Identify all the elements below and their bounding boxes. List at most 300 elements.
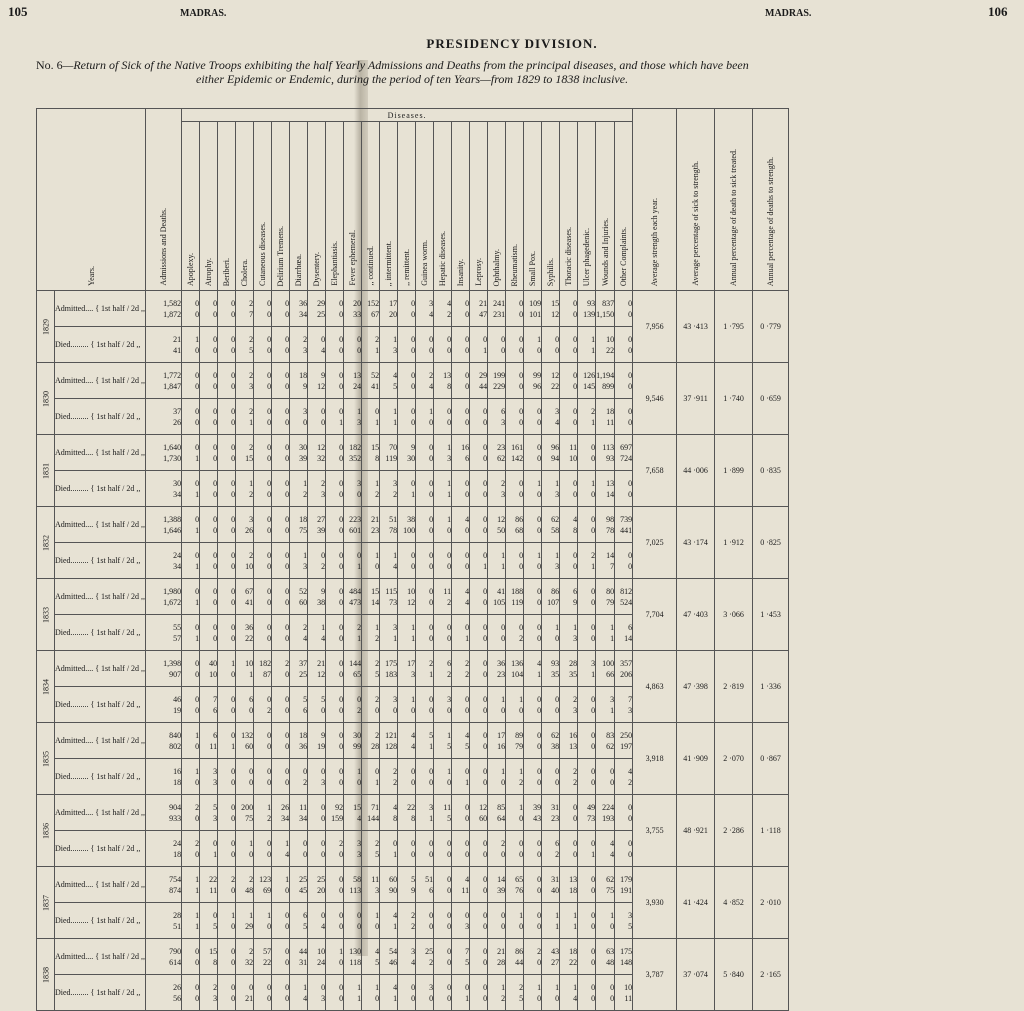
stat-cell: 47 ·398 xyxy=(677,651,715,723)
disease-value: 0 xyxy=(231,694,236,704)
disease-value: 0 xyxy=(267,561,272,571)
disease-cell xyxy=(182,939,200,975)
disease-value: 70 xyxy=(389,442,398,452)
disease-value: 0 xyxy=(483,838,488,848)
disease-value: 23 xyxy=(497,669,506,679)
disease-value: 200 xyxy=(241,802,254,812)
disease-value: 1 xyxy=(519,910,524,920)
total-value: 1,646 xyxy=(163,525,182,535)
stat-cell: 1 ·740 xyxy=(715,363,753,435)
total-value: 34 xyxy=(173,489,182,499)
disease-cell xyxy=(560,795,578,831)
stat-cell: 43 ·174 xyxy=(677,507,715,579)
disease-cell xyxy=(200,723,218,759)
disease-value: 0 xyxy=(465,489,470,499)
disease-cell xyxy=(615,759,633,795)
disease-cell xyxy=(578,615,596,651)
disease-value: 22 xyxy=(263,957,272,967)
disease-value: 4 xyxy=(321,921,326,931)
disease-cell xyxy=(560,867,578,903)
disease-cell xyxy=(488,327,506,363)
disease-value: 0 xyxy=(231,982,236,992)
disease-value: 4 xyxy=(537,658,542,668)
disease-value: 1 xyxy=(519,766,524,776)
stat-cell: 1 ·336 xyxy=(753,651,789,723)
disease-cell xyxy=(578,327,596,363)
disease-cell xyxy=(308,759,326,795)
disease-value: 1 xyxy=(555,622,560,632)
disease-value: 0 xyxy=(610,766,615,776)
disease-cell xyxy=(434,291,452,327)
disease-value: 1 xyxy=(375,910,380,920)
disease-value: 0 xyxy=(339,705,344,715)
disease-cell xyxy=(578,579,596,615)
disease-cell xyxy=(506,651,524,687)
stat-cell: 1 ·899 xyxy=(715,435,753,507)
disease-value: 62 xyxy=(606,874,615,884)
disease-value: 0 xyxy=(483,633,488,643)
disease-value: 0 xyxy=(411,838,416,848)
disease-value: 21 xyxy=(317,658,326,668)
disease-cell xyxy=(560,471,578,507)
disease-value: 27 xyxy=(317,514,326,524)
disease-value: 22 xyxy=(606,345,615,355)
disease-value: 0 xyxy=(483,921,488,931)
disease-cell xyxy=(434,543,452,579)
disease-value: 29 xyxy=(245,921,254,931)
total-value: 840 xyxy=(169,730,182,740)
stat-cell: 7,956 xyxy=(633,291,677,363)
disease-value: 26 xyxy=(245,525,254,535)
disease-value: 14 xyxy=(371,597,380,607)
col-disease-4 xyxy=(254,122,272,291)
disease-value: 3 xyxy=(249,514,254,524)
disease-value: 0 xyxy=(537,586,542,596)
disease-value: 1 xyxy=(375,417,380,427)
disease-value: 231 xyxy=(493,309,506,319)
disease-value: 62 xyxy=(551,730,560,740)
disease-value: 2 xyxy=(429,370,434,380)
disease-value: 0 xyxy=(321,406,326,416)
disease-cell xyxy=(615,831,633,867)
disease-value: 2 xyxy=(447,309,452,319)
disease-cell xyxy=(218,759,236,795)
disease-value: 86 xyxy=(515,946,524,956)
disease-value: 3 xyxy=(393,622,398,632)
year-label: 1831 xyxy=(37,435,55,507)
disease-value: 4 xyxy=(465,874,470,884)
disease-cell xyxy=(182,831,200,867)
disease-value: 3 xyxy=(465,921,470,931)
disease-cell xyxy=(380,795,398,831)
disease-value: 2 xyxy=(411,921,416,931)
disease-value: 1 xyxy=(375,550,380,560)
disease-value: 3 xyxy=(429,298,434,308)
disease-value: 0 xyxy=(213,550,218,560)
disease-value: 16 xyxy=(461,442,470,452)
disease-cell xyxy=(542,687,560,723)
disease-cell xyxy=(398,291,416,327)
disease-value: 0 xyxy=(591,741,596,751)
disease-value: 0 xyxy=(285,334,290,344)
disease-cell xyxy=(344,723,362,759)
disease-cell xyxy=(560,435,578,471)
disease-value: 0 xyxy=(628,334,633,344)
disease-value: 22 xyxy=(245,633,254,643)
disease-value: 1 xyxy=(393,993,398,1003)
total-value: 1,640 xyxy=(163,442,182,452)
disease-cell xyxy=(380,903,398,939)
col-disease-label: Cholera. xyxy=(240,258,250,286)
disease-cell xyxy=(326,435,344,471)
disease-cell xyxy=(524,543,542,579)
disease-value: 1 xyxy=(537,669,542,679)
disease-value: 0 xyxy=(231,417,236,427)
disease-value: 0 xyxy=(339,298,344,308)
disease-value: 1 xyxy=(573,910,578,920)
disease-value: 39 xyxy=(497,885,506,895)
disease-cell xyxy=(344,579,362,615)
disease-value: 30 xyxy=(353,730,362,740)
disease-value: 3 xyxy=(628,705,633,715)
disease-value: 18 xyxy=(299,514,308,524)
disease-cell xyxy=(488,723,506,759)
col-disease-15 xyxy=(452,122,470,291)
disease-cell xyxy=(542,939,560,975)
disease-cell xyxy=(615,939,633,975)
disease-value: 0 xyxy=(339,514,344,524)
disease-value: 28 xyxy=(569,658,578,668)
disease-value: 1 xyxy=(555,982,560,992)
disease-value: 4 xyxy=(465,597,470,607)
disease-value: 0 xyxy=(357,345,362,355)
disease-value: 40 xyxy=(551,885,560,895)
disease-value: 0 xyxy=(591,705,596,715)
disease-value: 148 xyxy=(620,957,633,967)
disease-value: 1 xyxy=(303,982,308,992)
disease-cell xyxy=(272,939,290,975)
disease-value: 0 xyxy=(447,550,452,560)
disease-cell xyxy=(524,327,542,363)
disease-value: 9 xyxy=(321,730,326,740)
disease-cell xyxy=(272,507,290,543)
col-disease-label: Delirium Tremens. xyxy=(276,225,286,286)
disease-cell xyxy=(452,615,470,651)
disease-value: 0 xyxy=(465,309,470,319)
disease-cell xyxy=(308,399,326,435)
row-label: Died......... { 1st half / 2d ,, xyxy=(55,687,146,723)
disease-value: 1 xyxy=(357,561,362,571)
disease-value: 0 xyxy=(483,669,488,679)
disease-value: 0 xyxy=(628,550,633,560)
disease-value: 1 xyxy=(429,741,434,751)
disease-value: 1 xyxy=(591,417,596,427)
disease-value: 0 xyxy=(555,777,560,787)
disease-value: 0 xyxy=(339,478,344,488)
disease-cell xyxy=(615,471,633,507)
disease-value: 2 xyxy=(501,993,506,1003)
disease-value: 0 xyxy=(321,550,326,560)
disease-value: 67 xyxy=(245,586,254,596)
disease-cell xyxy=(236,471,254,507)
disease-value: 1 xyxy=(501,561,506,571)
disease-cell xyxy=(236,651,254,687)
disease-value: 18 xyxy=(299,370,308,380)
disease-value: 1 xyxy=(195,921,200,931)
disease-cell xyxy=(308,579,326,615)
disease-value: 0 xyxy=(483,741,488,751)
disease-value: 19 xyxy=(317,741,326,751)
disease-cell xyxy=(326,723,344,759)
disease-value: 0 xyxy=(429,417,434,427)
disease-value: 2 xyxy=(537,946,542,956)
disease-cell xyxy=(542,903,560,939)
disease-value: 0 xyxy=(231,525,236,535)
disease-value: 21 xyxy=(371,514,380,524)
disease-value: 0 xyxy=(447,345,452,355)
disease-value: 36 xyxy=(245,622,254,632)
disease-value: 36 xyxy=(299,298,308,308)
disease-cell xyxy=(524,975,542,1011)
disease-value: 0 xyxy=(267,406,272,416)
disease-value: 8 xyxy=(411,813,416,823)
disease-cell xyxy=(182,399,200,435)
disease-cell xyxy=(236,687,254,723)
disease-cell xyxy=(254,543,272,579)
disease-value: 73 xyxy=(587,813,596,823)
disease-cell xyxy=(362,723,380,759)
disease-cell xyxy=(596,471,615,507)
disease-value: 4 xyxy=(610,838,615,848)
stat-cell: 47 ·403 xyxy=(677,579,715,651)
disease-cell xyxy=(218,435,236,471)
disease-value: 0 xyxy=(303,838,308,848)
col-stat-1 xyxy=(677,109,715,291)
disease-value: 9 xyxy=(411,442,416,452)
disease-value: 3 xyxy=(501,489,506,499)
disease-value: 0 xyxy=(501,777,506,787)
running-head-right: MADRAS. xyxy=(765,8,812,19)
disease-value: 18 xyxy=(606,406,615,416)
total-value: 1,730 xyxy=(163,453,182,463)
disease-value: 0 xyxy=(483,622,488,632)
disease-cell xyxy=(236,615,254,651)
col-years xyxy=(37,109,146,291)
disease-value: 126 xyxy=(583,370,596,380)
disease-cell xyxy=(182,363,200,399)
disease-cell xyxy=(290,723,308,759)
disease-value: 52 xyxy=(371,370,380,380)
disease-value: 83 xyxy=(606,730,615,740)
disease-value: 0 xyxy=(628,802,633,812)
disease-value: 36 xyxy=(299,741,308,751)
disease-value: 1 xyxy=(483,561,488,571)
disease-cell xyxy=(236,507,254,543)
disease-cell xyxy=(200,543,218,579)
disease-value: 0 xyxy=(339,334,344,344)
disease-cell xyxy=(362,903,380,939)
disease-cell xyxy=(344,399,362,435)
disease-cell xyxy=(452,975,470,1011)
disease-value: 0 xyxy=(375,705,380,715)
disease-value: 0 xyxy=(231,334,236,344)
disease-cell xyxy=(254,939,272,975)
disease-cell xyxy=(560,507,578,543)
disease-cell xyxy=(290,651,308,687)
disease-value: 0 xyxy=(195,741,200,751)
disease-value: 0 xyxy=(231,550,236,560)
disease-cell xyxy=(578,651,596,687)
disease-value: 1 xyxy=(231,910,236,920)
disease-value: 199 xyxy=(493,370,506,380)
disease-cell xyxy=(470,903,488,939)
disease-cell xyxy=(326,831,344,867)
disease-value: 179 xyxy=(620,874,633,884)
disease-cell xyxy=(380,651,398,687)
disease-cell xyxy=(218,363,236,399)
disease-value: 697 xyxy=(620,442,633,452)
disease-value: 6 xyxy=(573,586,578,596)
disease-value: 3 xyxy=(303,561,308,571)
stat-cell: 1 ·795 xyxy=(715,291,753,363)
disease-cell xyxy=(398,507,416,543)
disease-value: 223 xyxy=(349,514,362,524)
disease-value: 4 xyxy=(429,381,434,391)
disease-value: 0 xyxy=(213,309,218,319)
disease-value: 1 xyxy=(303,550,308,560)
col-disease-16 xyxy=(470,122,488,291)
disease-value: 4 xyxy=(628,766,633,776)
disease-value: 0 xyxy=(249,849,254,859)
disease-value: 20 xyxy=(389,309,398,319)
disease-value: 0 xyxy=(555,993,560,1003)
disease-value: 0 xyxy=(483,946,488,956)
stat-cell: 37 ·911 xyxy=(677,363,715,435)
disease-cell xyxy=(380,471,398,507)
disease-value: 47 xyxy=(479,309,488,319)
disease-value: 0 xyxy=(339,406,344,416)
disease-cell xyxy=(578,831,596,867)
disease-value: 132 xyxy=(241,730,254,740)
disease-cell xyxy=(254,795,272,831)
disease-value: 0 xyxy=(483,586,488,596)
disease-value: 22 xyxy=(407,802,416,812)
disease-cell xyxy=(596,975,615,1011)
col-stat-label: Annual percentage of deaths to strength. xyxy=(766,156,776,286)
disease-value: 0 xyxy=(357,694,362,704)
disease-cell xyxy=(272,831,290,867)
disease-cell xyxy=(452,759,470,795)
col-disease-label: Atrophy. xyxy=(204,257,214,286)
disease-cell xyxy=(506,975,524,1011)
disease-cell xyxy=(560,939,578,975)
disease-cell xyxy=(452,507,470,543)
disease-cell xyxy=(218,471,236,507)
disease-value: 29 xyxy=(479,370,488,380)
disease-value: 0 xyxy=(249,766,254,776)
disease-cell xyxy=(542,327,560,363)
disease-value: 4 xyxy=(411,741,416,751)
disease-value: 0 xyxy=(591,957,596,967)
disease-value: 2 xyxy=(573,694,578,704)
disease-cell xyxy=(380,399,398,435)
disease-value: 0 xyxy=(483,658,488,668)
disease-value: 0 xyxy=(213,417,218,427)
disease-value: 7 xyxy=(628,694,633,704)
row-label: Died......... { 1st half / 2d ,, xyxy=(55,327,146,363)
total-value: 1,772 xyxy=(163,370,182,380)
disease-value: 41 xyxy=(497,586,506,596)
disease-value: 0 xyxy=(195,982,200,992)
stat-cell: 3 ·066 xyxy=(715,579,753,651)
disease-value: 0 xyxy=(231,777,236,787)
disease-value: 1 xyxy=(591,669,596,679)
total-cell xyxy=(146,615,182,651)
disease-cell xyxy=(182,291,200,327)
stat-cell: 3,918 xyxy=(633,723,677,795)
col-disease-label: Beriberi. xyxy=(222,257,232,286)
disease-cell xyxy=(434,975,452,1011)
disease-cell xyxy=(380,687,398,723)
disease-cell xyxy=(254,867,272,903)
disease-cell xyxy=(290,759,308,795)
disease-cell xyxy=(344,759,362,795)
row-label: Admitted.... { 1st half / 2d ,, xyxy=(55,651,146,687)
disease-value: 2 xyxy=(249,550,254,560)
disease-cell xyxy=(254,687,272,723)
disease-value: 0 xyxy=(519,550,524,560)
disease-value: 0 xyxy=(267,309,272,319)
disease-value: 0 xyxy=(285,442,290,452)
disease-cell xyxy=(416,795,434,831)
col-disease-23 xyxy=(596,122,615,291)
disease-cell xyxy=(236,327,254,363)
disease-value: 10 xyxy=(407,586,416,596)
disease-value: 0 xyxy=(285,741,290,751)
disease-value: 0 xyxy=(339,561,344,571)
disease-value: 18 xyxy=(569,885,578,895)
disease-value: 0 xyxy=(375,406,380,416)
disease-cell xyxy=(362,615,380,651)
total-value: 1,847 xyxy=(163,381,182,391)
disease-cell xyxy=(272,687,290,723)
disease-value: 7 xyxy=(249,309,254,319)
disease-cell xyxy=(254,975,272,1011)
disease-value: 48 xyxy=(606,957,615,967)
disease-cell xyxy=(578,867,596,903)
row-admitted xyxy=(37,579,789,615)
disease-cell xyxy=(596,579,615,615)
row-admitted xyxy=(37,795,789,831)
disease-value: 1 xyxy=(195,910,200,920)
disease-value: 101 xyxy=(529,309,542,319)
disease-value: 0 xyxy=(339,910,344,920)
disease-cell xyxy=(398,939,416,975)
disease-value: 0 xyxy=(267,345,272,355)
disease-value: 0 xyxy=(501,705,506,715)
disease-cell xyxy=(200,579,218,615)
disease-cell xyxy=(452,291,470,327)
disease-value: 0 xyxy=(339,669,344,679)
disease-value: 113 xyxy=(349,885,362,895)
disease-cell xyxy=(290,543,308,579)
disease-cell xyxy=(488,687,506,723)
disease-cell xyxy=(362,363,380,399)
disease-value: 175 xyxy=(620,946,633,956)
disease-value: 152 xyxy=(367,298,380,308)
disease-value: 75 xyxy=(606,885,615,895)
disease-value: 25 xyxy=(425,946,434,956)
